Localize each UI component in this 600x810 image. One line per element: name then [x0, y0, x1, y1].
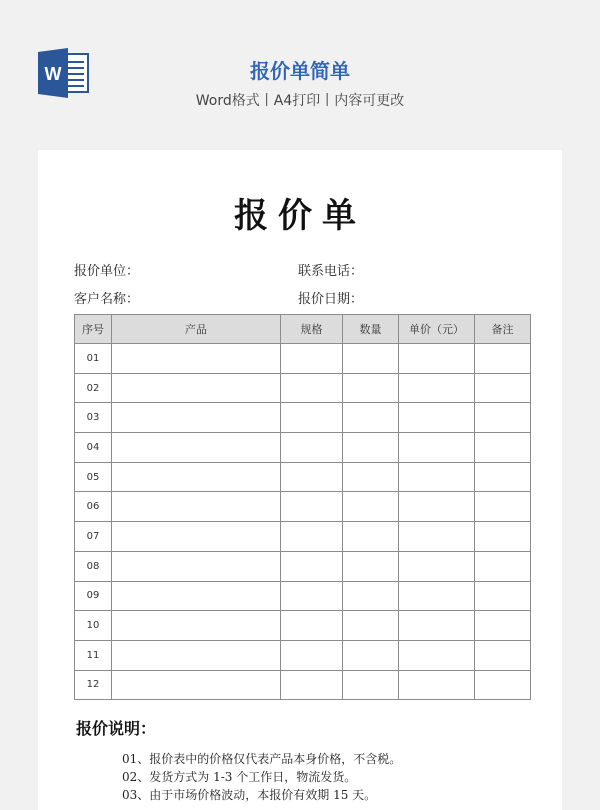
row-number: 03	[75, 403, 112, 433]
product-cell[interactable]	[112, 373, 281, 403]
quantity-cell[interactable]	[343, 611, 399, 641]
table-row	[75, 344, 531, 374]
quantity-cell[interactable]	[343, 462, 399, 492]
table-row	[75, 640, 531, 670]
unit-price-cell[interactable]	[399, 611, 475, 641]
row-number: 02	[75, 373, 112, 403]
remarks-cell[interactable]	[475, 373, 531, 403]
note-item: 02、发货方式为 1-3 个工作日，物流发货。	[122, 770, 357, 784]
spec-cell[interactable]	[281, 551, 343, 581]
spec-cell[interactable]	[281, 344, 343, 374]
row-number: 01	[75, 344, 112, 374]
spec-cell[interactable]	[281, 492, 343, 522]
remarks-cell[interactable]	[475, 403, 531, 433]
quantity-cell[interactable]	[343, 522, 399, 552]
product-cell[interactable]	[112, 462, 281, 492]
remarks-cell[interactable]	[475, 551, 531, 581]
row-number: 04	[75, 433, 112, 463]
col-header-quantity: 数量	[343, 315, 399, 344]
product-cell[interactable]	[112, 433, 281, 463]
spec-cell[interactable]	[281, 462, 343, 492]
spec-cell[interactable]	[281, 611, 343, 641]
unit-price-cell[interactable]	[399, 373, 475, 403]
table-row	[75, 462, 531, 492]
quote-unit-label: 报价单位：	[74, 264, 140, 279]
remarks-cell[interactable]	[475, 492, 531, 522]
note-item: 01、报价表中的价格仅代表产品本身价格，不含税。	[122, 752, 402, 766]
row-number: 07	[75, 522, 112, 552]
document-page	[38, 150, 562, 810]
row-number: 09	[75, 581, 112, 611]
row-number: 06	[75, 492, 112, 522]
contact-phone-label: 联系电话：	[298, 264, 364, 279]
table-row	[75, 581, 531, 611]
col-header-product: 产品	[112, 315, 281, 344]
unit-price-cell[interactable]	[399, 492, 475, 522]
customer-name-label: 客户名称：	[74, 292, 140, 307]
unit-price-cell[interactable]	[399, 344, 475, 374]
remarks-cell[interactable]	[475, 640, 531, 670]
row-number: 11	[75, 640, 112, 670]
unit-price-cell[interactable]	[399, 522, 475, 552]
quantity-cell[interactable]	[343, 492, 399, 522]
product-cell[interactable]	[112, 640, 281, 670]
table-row	[75, 611, 531, 641]
remarks-cell[interactable]	[475, 522, 531, 552]
remarks-cell[interactable]	[475, 344, 531, 374]
remarks-cell[interactable]	[475, 462, 531, 492]
table-row	[75, 433, 531, 463]
quantity-cell[interactable]	[343, 551, 399, 581]
quantity-cell[interactable]	[343, 373, 399, 403]
spec-cell[interactable]	[281, 670, 343, 700]
spec-cell[interactable]	[281, 522, 343, 552]
product-cell[interactable]	[112, 670, 281, 700]
word-logo-letter: W	[44, 64, 62, 84]
remarks-cell[interactable]	[475, 611, 531, 641]
quote-date-label: 报价日期：	[298, 292, 364, 307]
table-header-row	[75, 315, 531, 344]
remarks-cell[interactable]	[475, 433, 531, 463]
spec-cell[interactable]	[281, 640, 343, 670]
product-cell[interactable]	[112, 522, 281, 552]
product-cell[interactable]	[112, 581, 281, 611]
col-header-unit-price: 单价（元）	[399, 315, 475, 344]
unit-price-cell[interactable]	[399, 462, 475, 492]
notes-title: 报价说明：	[76, 719, 157, 738]
product-cell[interactable]	[112, 551, 281, 581]
product-cell[interactable]	[112, 492, 281, 522]
quantity-cell[interactable]	[343, 433, 399, 463]
table-row	[75, 522, 531, 552]
row-number: 12	[75, 670, 112, 700]
remarks-cell[interactable]	[475, 581, 531, 611]
product-cell[interactable]	[112, 611, 281, 641]
row-number: 10	[75, 611, 112, 641]
quantity-cell[interactable]	[343, 640, 399, 670]
word-logo-icon	[38, 48, 90, 98]
unit-price-cell[interactable]	[399, 640, 475, 670]
table-row	[75, 670, 531, 700]
product-cell[interactable]	[112, 403, 281, 433]
col-header-index: 序号	[75, 315, 112, 344]
spec-cell[interactable]	[281, 403, 343, 433]
quantity-cell[interactable]	[343, 403, 399, 433]
product-cell[interactable]	[112, 344, 281, 374]
spec-cell[interactable]	[281, 373, 343, 403]
remarks-cell[interactable]	[475, 670, 531, 700]
quantity-cell[interactable]	[343, 344, 399, 374]
header-title: 报价单简单	[250, 59, 350, 83]
quantity-cell[interactable]	[343, 581, 399, 611]
document-title: 报价单	[234, 196, 366, 236]
unit-price-cell[interactable]	[399, 433, 475, 463]
table-row	[75, 551, 531, 581]
table-row	[75, 403, 531, 433]
table-row	[75, 492, 531, 522]
unit-price-cell[interactable]	[399, 403, 475, 433]
quantity-cell[interactable]	[343, 670, 399, 700]
row-number: 08	[75, 551, 112, 581]
unit-price-cell[interactable]	[399, 551, 475, 581]
spec-cell[interactable]	[281, 433, 343, 463]
row-number: 05	[75, 462, 112, 492]
unit-price-cell[interactable]	[399, 581, 475, 611]
col-header-spec: 规格	[281, 315, 343, 344]
table-row	[75, 373, 531, 403]
spec-cell[interactable]	[281, 581, 343, 611]
header-subtitle: Word格式丨A4打印丨内容可更改	[195, 93, 405, 109]
note-item: 03、由于市场价格波动，本报价有效期 15 天。	[122, 788, 377, 802]
quote-table	[74, 314, 531, 700]
unit-price-cell[interactable]	[399, 670, 475, 700]
col-header-remarks: 备注	[475, 315, 531, 344]
